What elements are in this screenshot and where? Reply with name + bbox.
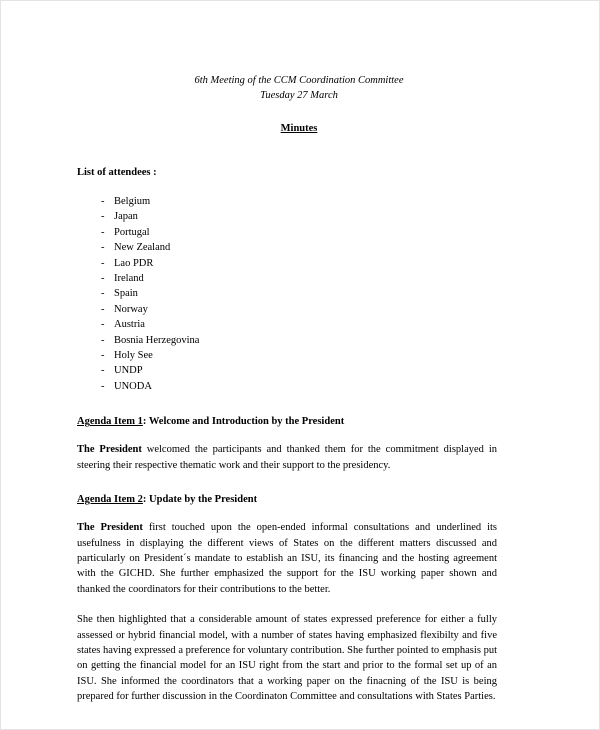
attendees-heading: List of attendees : xyxy=(77,167,157,178)
attendee-name: Japan xyxy=(114,211,138,223)
document-type-heading xyxy=(101,123,497,134)
agenda-item-2-paragraph-1-lead: The President xyxy=(77,522,143,534)
list-item xyxy=(77,348,497,363)
list-item xyxy=(77,286,497,301)
attendee-name: Belgium xyxy=(114,196,151,207)
agenda-item-2-label: Agenda Item 2 xyxy=(77,494,143,506)
bullet-dash: - xyxy=(101,334,105,346)
agenda-item-2-paragraph-2: She then highlighted that a considerable amount of states expressed preference for either a fully assessed or hybrid financial model, with a number of states having emphasized flexibilty and five states having expressed a preference for voluntary contribution. She further pointed to emphasis put on getting the financial model for an ISU right from the start and prior to the formal set up of an ISU. She informed the coordinators that a working paper on the finacning of the ISU is being prepared for further discussion in the Coordinaton Committee and consultations with States Parties. xyxy=(77,614,497,703)
bullet-dash: - xyxy=(101,226,105,238)
list-item xyxy=(77,271,497,286)
attendee-name: Spain xyxy=(114,288,138,300)
bullet-dash: - xyxy=(101,319,105,331)
document-body xyxy=(77,1,497,705)
list-item xyxy=(77,379,497,394)
attendee-name: Portugal xyxy=(114,226,150,238)
attendee-name: Lao PDR xyxy=(114,257,154,269)
list-item xyxy=(77,317,497,332)
agenda-item-1-separator: : xyxy=(142,416,149,428)
agenda-item-1-paragraph xyxy=(77,442,497,473)
agenda-item-1-title: Welcome and Introduction by the President xyxy=(148,416,345,428)
meeting-date-line: Tuesday 27 March xyxy=(260,90,338,101)
bullet-dash: - xyxy=(101,273,105,285)
list-item xyxy=(77,302,497,317)
agenda-item-2-paragraph-1-text: first touched upon the open-ended informal consultations and underlined its usefulness in displaying the different views of States on the different matters discussed and particularly on President´s mandate to establish an ISU, its financing and the hosting agreement with the GICHD. She further emphasized the support for the ISU working paper shown and thanked the coordinators for their contributions to the better. xyxy=(77,522,497,595)
attendees-list xyxy=(77,194,497,394)
attendee-name: Holy See xyxy=(114,350,153,362)
agenda-item-1-label: Agenda Item 1 xyxy=(77,416,143,428)
attendee-name: UNDP xyxy=(114,365,143,377)
bullet-dash: - xyxy=(101,350,105,362)
bullet-dash: - xyxy=(101,257,105,269)
list-item xyxy=(77,240,497,255)
attendee-name: Bosnia Herzegovina xyxy=(114,334,200,346)
document-type-label: Minutes xyxy=(280,123,318,134)
agenda-item-2-heading xyxy=(77,494,497,505)
bullet-dash: - xyxy=(101,211,105,223)
attendee-name: New Zealand xyxy=(114,242,171,254)
bullet-dash: - xyxy=(101,380,105,392)
agenda-item-2-separator: : xyxy=(142,494,150,506)
agenda-item-1-heading xyxy=(77,416,497,427)
document-header xyxy=(101,73,497,103)
list-item xyxy=(77,333,497,348)
list-item xyxy=(77,256,497,271)
meeting-title-line-1: 6th Meeting of the CCM Coordination Committee xyxy=(194,75,404,86)
bullet-dash: - xyxy=(101,303,105,315)
bullet-dash: - xyxy=(101,365,105,377)
list-item xyxy=(77,363,497,378)
list-item xyxy=(77,194,497,209)
attendee-name: Norway xyxy=(114,303,148,315)
list-item xyxy=(77,209,497,224)
bullet-dash: - xyxy=(101,196,105,207)
attendee-name: Austria xyxy=(114,319,145,331)
agenda-item-2-title: Update by the President xyxy=(149,494,258,506)
agenda-item-1-paragraph-lead: The President xyxy=(77,444,142,456)
attendee-name: UNODA xyxy=(114,380,152,392)
attendee-name: Ireland xyxy=(114,273,144,285)
list-item xyxy=(77,225,497,240)
bullet-dash: - xyxy=(101,288,105,300)
agenda-item-2-paragraph-1 xyxy=(77,520,497,597)
bullet-dash: - xyxy=(101,242,105,254)
agenda-item-1-paragraph-text: welcomed the participants and thanked them for the commitment displayed in steering their respective thematic work and their support to the presidency. xyxy=(77,444,498,471)
